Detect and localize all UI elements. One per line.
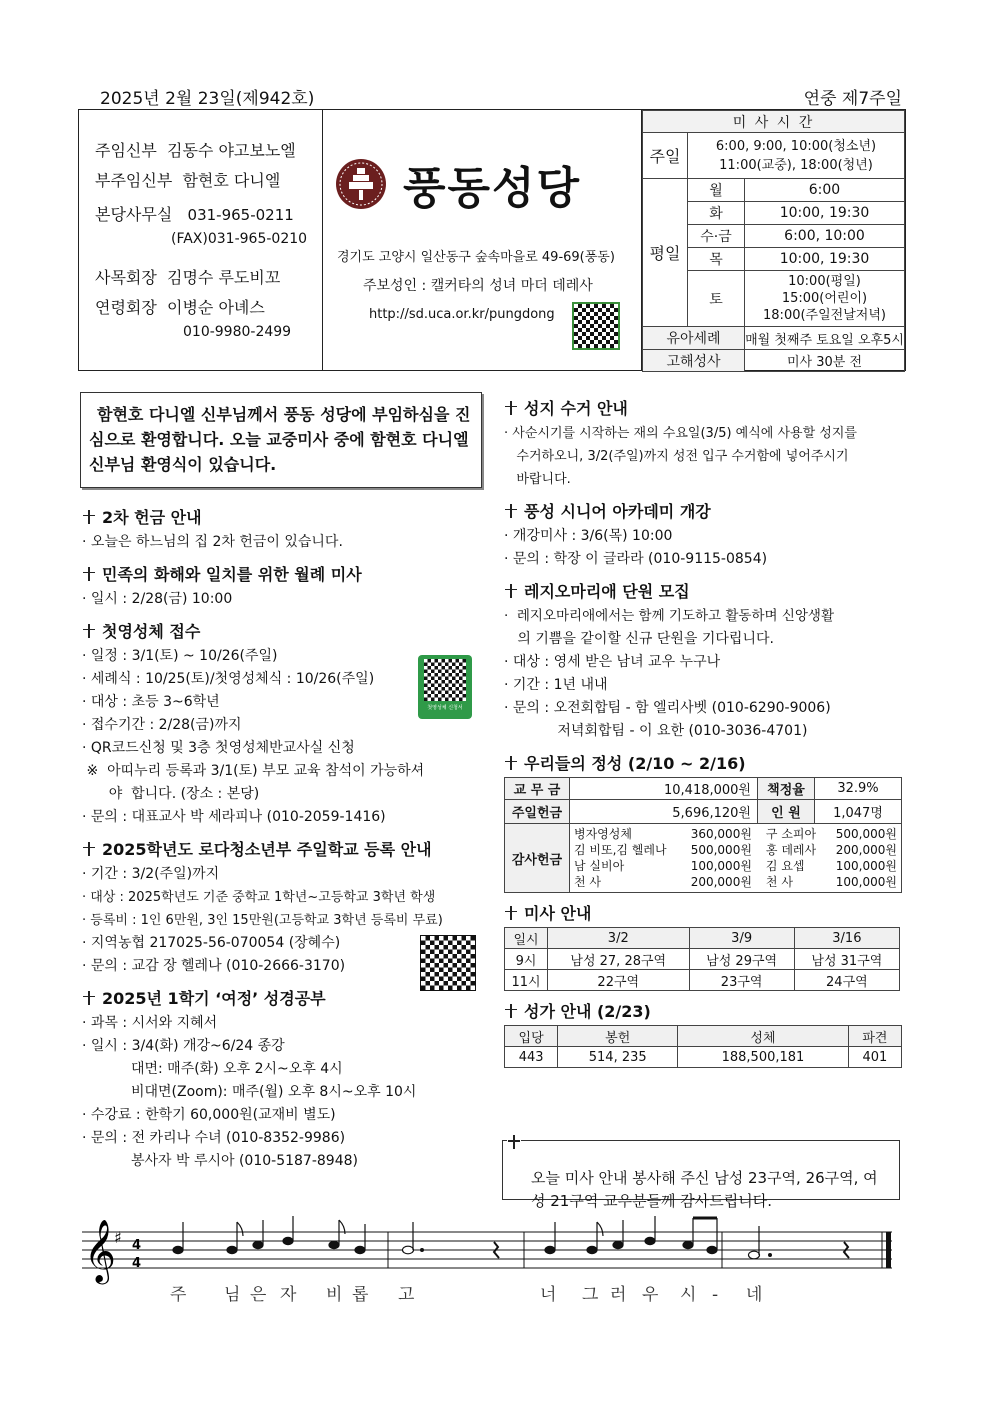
- cross-icon: [82, 842, 96, 856]
- cell: 3/9: [689, 928, 794, 949]
- section-line: · 대상 : 초등 3~6학년: [82, 694, 220, 710]
- confession-label: 고해성사: [643, 350, 745, 372]
- section-line: 저녁회합팀 - 이 요한 (010-3036-4701): [504, 723, 808, 739]
- section-line: · 등록비 : 1인 6만원, 3인 15만원(고등학교 3학년 등록비 무료): [82, 913, 443, 928]
- offering-table: [504, 777, 902, 893]
- header-box: [78, 109, 906, 371]
- left-column: [82, 505, 487, 1181]
- section-title: 성지 수거 안내: [524, 399, 628, 418]
- time-tue: 10:00, 19:30: [745, 202, 905, 225]
- cell: 천 사: [574, 875, 601, 889]
- lyric: 시: [680, 1285, 697, 1302]
- section-palm-collection: [504, 396, 904, 491]
- section-line: · 접수기간 : 2/28(금)까지: [82, 717, 242, 733]
- thanks-list: [574, 826, 897, 890]
- cell: 100,000원: [835, 875, 897, 889]
- cross-icon: [82, 567, 96, 581]
- cell: 홍 데레사: [765, 843, 817, 857]
- cell: 11시: [505, 970, 548, 991]
- cross-icon: [82, 510, 96, 524]
- section-reconciliation-mass: [82, 562, 487, 611]
- cell: 23구역: [689, 970, 794, 991]
- cell: 성체: [678, 1026, 849, 1047]
- section-line: 바랍니다.: [504, 472, 571, 487]
- cell: 교 무 금: [505, 778, 570, 800]
- cell: 360,000원: [690, 827, 752, 841]
- section-line: 의 기쁨을 같이할 신규 단원을 기다립니다.: [504, 631, 774, 647]
- cell: 100,000원: [690, 859, 752, 873]
- assoc-role: 부주임신부: [95, 171, 173, 190]
- lyric: 은: [250, 1285, 267, 1302]
- section-line: · 일시 : 3/4(화) 개강~6/24 종강: [82, 1038, 285, 1054]
- cell: 구 소피아: [765, 827, 817, 841]
- cell: 100,000원: [835, 859, 897, 873]
- cell: 500,000원: [835, 827, 897, 841]
- lyric: 님: [224, 1285, 241, 1302]
- cell: 1,047명: [815, 800, 902, 824]
- section-line: · 과목 : 시서와 지혜서: [82, 1015, 218, 1031]
- section-line: · 기간 : 3/2(주일)까지: [82, 866, 220, 882]
- section-line: · 대상 : 2025학년도 기준 중학교 1학년~고등학교 3학년 학생: [82, 890, 436, 905]
- cell: 188,500,181: [678, 1047, 849, 1068]
- cell: 22구역: [548, 970, 690, 991]
- cross-icon: [82, 991, 96, 1005]
- cell: 3/16: [794, 928, 899, 949]
- cell: 남 실비아: [574, 859, 625, 873]
- lyric: -: [712, 1285, 719, 1302]
- time-mon: 6:00: [745, 179, 905, 202]
- section-title: 미사 안내: [524, 904, 592, 923]
- day-thu: 목: [688, 248, 745, 271]
- section-line: 봉사자 박 루시아 (010-5187-8948): [82, 1153, 358, 1169]
- union-role: 연령회장: [95, 298, 157, 317]
- lyric: 고: [398, 1285, 415, 1302]
- cell: 200,000원: [690, 875, 752, 889]
- cell: 443: [505, 1047, 558, 1068]
- cell: 파견: [848, 1026, 901, 1047]
- section-line: · 문의 : 학장 이 글라라 (010-9115-0854): [504, 551, 768, 567]
- union-name: 이병순 아녜스: [167, 298, 265, 317]
- church-patron: 주보성인 : 캘커타의 성녀 마더 데레사: [363, 278, 593, 294]
- lyric: 자: [280, 1285, 297, 1302]
- assoc-name: 함현호 다니엘: [182, 171, 281, 190]
- mass-schedule-title: 미 사 시 간: [643, 111, 905, 133]
- cross-icon: [82, 624, 96, 638]
- lyric: 러: [610, 1285, 627, 1302]
- contacts-panel: [79, 110, 323, 370]
- day-wed-fri: 수·금: [688, 225, 745, 248]
- section-line: · 대상 : 영세 받은 남녀 교우 누구나: [504, 654, 721, 670]
- section-line: · 일정 : 3/1(토) ~ 10/26(주일): [82, 648, 278, 664]
- section-bible-study: [82, 986, 487, 1173]
- cell: 200,000원: [835, 843, 897, 857]
- cell: 10,418,000원: [570, 778, 758, 800]
- section-mass-guide: [504, 901, 904, 991]
- qr-code-icon: [424, 659, 466, 701]
- section-line: · 지역농협 217025-56-070054 (장혜수): [82, 935, 341, 951]
- pastor-name: 김동수 야고보노엘: [167, 141, 296, 160]
- section-hymn: [504, 999, 904, 1068]
- cell: 32.9%: [815, 778, 902, 800]
- music-staff: [82, 1212, 898, 1302]
- qr-caption: 첫영성체 신청서: [427, 705, 463, 711]
- cross-icon: [504, 584, 518, 598]
- treble-clef-icon: 𝄞: [84, 1219, 116, 1282]
- sat-time-2: 15:00(어린이): [781, 291, 868, 306]
- office-phone: 031-965-0211: [187, 206, 294, 224]
- office-fax: (FAX)031-965-0210: [171, 231, 308, 247]
- right-column: [504, 396, 904, 1076]
- sat-time-3: 18:00(주일전날저녁): [763, 308, 886, 323]
- cell: 입당: [505, 1026, 558, 1047]
- cell: 남성 27, 28구역: [548, 949, 690, 970]
- section-line: · 기간 : 1년 내내: [504, 677, 608, 693]
- pastoral-role: 사목회장: [95, 268, 157, 287]
- cell: 김 요셉: [765, 859, 805, 873]
- church-url[interactable]: http://sd.uca.or.kr/pungdong: [369, 307, 555, 322]
- day-sat: 토: [688, 271, 745, 327]
- confession-value: 미사 30분 전: [745, 350, 905, 372]
- cell: 500,000원: [690, 843, 752, 857]
- church-name: 풍동성당: [403, 163, 582, 214]
- section-line: 수거하오니, 3/2(주일)까지 성전 입구 수거함에 넣어주시기: [504, 449, 849, 464]
- time-wed-fri: 6:00, 10:00: [745, 225, 905, 248]
- section-line: · 오늘은 하느님의 집 2차 헌금이 있습니다.: [82, 534, 343, 550]
- section-legio-mariae: [504, 579, 904, 743]
- lyric: 롭: [352, 1285, 369, 1302]
- cell: 514, 235: [558, 1047, 678, 1068]
- office-role: 본당사무실: [95, 205, 173, 224]
- cell: 병자영성체: [574, 827, 632, 841]
- church-panel: [323, 110, 642, 370]
- pastoral-name: 김명수 루도비꼬: [167, 268, 281, 287]
- cell: 5,696,120원: [570, 800, 758, 824]
- section-line: 야 합니다. (장소 : 본당): [82, 786, 260, 802]
- hymn-table: [504, 1025, 902, 1068]
- lyric: 비: [326, 1285, 343, 1302]
- cell: 감사헌금: [505, 824, 570, 893]
- cell: 주일헌금: [505, 800, 570, 824]
- sunday-times-1: 6:00, 9:00, 10:00(청소년): [715, 138, 877, 154]
- section-line: · 문의 : 교감 장 헬레나 (010-2666-3170): [82, 958, 346, 974]
- section-title: 레지오마리애 단원 모집: [524, 582, 690, 601]
- section-title: 2025학년도 로다청소년부 주일학교 등록 안내: [102, 840, 432, 859]
- lyric: 그: [582, 1285, 599, 1302]
- lyric: 너: [540, 1285, 557, 1302]
- cross-icon: [504, 1004, 518, 1018]
- cross-icon: [504, 401, 518, 415]
- section-senior-academy: [504, 499, 904, 571]
- mass-schedule-table: [642, 110, 905, 372]
- cross-icon: [504, 906, 518, 920]
- cross-icon: [504, 756, 518, 770]
- cell: 인 원: [758, 800, 815, 824]
- cell: 김 비또,김 헬레나: [574, 843, 667, 857]
- section-title: 민족의 화해와 일치를 위한 월례 미사: [102, 565, 362, 584]
- thanks-note-box: [502, 1140, 900, 1210]
- welcome-box: [80, 392, 482, 488]
- svg-text:4: 4: [132, 1256, 142, 1271]
- section-title: 성가 안내 (2/23): [524, 1002, 651, 1021]
- section-offering: [504, 751, 904, 893]
- lyric: 우: [642, 1285, 659, 1302]
- weekday-label: 평일: [643, 179, 688, 327]
- cross-icon: [507, 1135, 521, 1149]
- sunday-times-2: 11:00(교중), 18:00(청년): [719, 157, 873, 173]
- section-second-offering: [82, 505, 487, 554]
- thanks-note-text: 오늘 미사 안내 봉사해 주신 남성 23구역, 26구역, 여성 21구역 교우분들께 감사드립니다.: [531, 1169, 878, 1210]
- sunday-label: 주일: [643, 133, 688, 179]
- cell: 9시: [505, 949, 548, 970]
- day-tue: 화: [688, 202, 745, 225]
- cell: 3/2: [548, 928, 690, 949]
- sat-time-1: 10:00(평일): [788, 274, 861, 289]
- mass-guide-table: [504, 927, 900, 991]
- section-line: · 사순시기를 시작하는 재의 수요일(3/5) 예식에 사용할 성지를: [504, 426, 857, 441]
- section-line: ※ 아띠누리 등록과 3/1(토) 부모 교육 참석이 가능하셔: [82, 763, 425, 779]
- youth-qr-icon[interactable]: [420, 935, 476, 991]
- section-line: 대면: 매주(화) 오후 2시~오후 4시: [82, 1061, 343, 1077]
- section-line: · 세례식 : 10/25(토)/첫영성체식 : 10/26(주일): [82, 671, 375, 687]
- cell: 천 사: [765, 875, 793, 889]
- cell: 남성 29구역: [689, 949, 794, 970]
- liturgical-week: 연중 제7주일: [803, 89, 902, 109]
- union-phone: 010-9980-2499: [183, 324, 292, 340]
- cell: 책정율: [758, 778, 815, 800]
- pastor-role: 주임신부: [95, 141, 157, 160]
- section-line: · 개강미사 : 3/6(목) 10:00: [504, 528, 673, 544]
- section-line: · QR코드신청 및 3층 첫영성체반교사실 신청: [82, 740, 355, 756]
- cell: 24구역: [794, 970, 899, 991]
- section-line: · 문의 : 전 카리나 수녀 (010-8352-9986): [82, 1130, 346, 1146]
- section-line: · 문의 : 대표교사 박 세라피나 (010-2059-1416): [82, 809, 386, 825]
- section-line: · 일시 : 2/28(금) 10:00: [82, 591, 233, 607]
- section-title: 풍성 시니어 아카데미 개강: [524, 502, 711, 521]
- section-line: · 레지오마리애에서는 함께 기도하고 활동하며 신앙생활: [504, 608, 834, 624]
- cross-icon: [504, 504, 518, 518]
- church-logo-icon: [335, 158, 387, 210]
- lyric: 네: [746, 1285, 763, 1302]
- website-qr-icon: [572, 302, 620, 350]
- svg-text:4: 4: [132, 1238, 142, 1253]
- section-line: 비대면(Zoom): 매주(월) 오후 8시~오후 10시: [82, 1084, 417, 1100]
- section-line: · 문의 : 오전회합팀 - 함 엘리사벳 (010-6290-9006): [504, 700, 831, 716]
- time-thu: 10:00, 19:30: [745, 248, 905, 271]
- cell: 401: [848, 1047, 901, 1068]
- issue-date: 2025년 2월 23일(제942호): [100, 89, 315, 109]
- cell: 일시: [505, 928, 548, 949]
- welcome-text: 함현호 다니엘 신부님께서 풍동 성당에 부임하심을 진심으로 환영합니다. 오늘 교중미사 중에 함현호 다니엘 신부님 환영식이 있습니다.: [89, 405, 471, 474]
- music-notes: [173, 1216, 849, 1259]
- communion-qr[interactable]: [418, 655, 472, 719]
- section-title: 2025년 1학기 ‘여정’ 성경공부: [102, 989, 326, 1008]
- day-mon: 월: [688, 179, 745, 202]
- cell: 봉헌: [558, 1026, 678, 1047]
- cell: 남성 31구역: [794, 949, 899, 970]
- section-line: · 수강료 : 한학기 60,000원(교재비 별도): [82, 1107, 336, 1123]
- section-first-communion: [82, 619, 487, 829]
- church-address: 경기도 고양시 일산동구 숲속마을로 49-69(풍동): [337, 250, 615, 265]
- section-title: 2차 헌금 안내: [102, 508, 202, 527]
- sharp-icon: ♯: [114, 1228, 122, 1247]
- lyric: 주: [170, 1285, 187, 1302]
- infant-label: 유아세례: [643, 327, 745, 350]
- infant-value: 매월 첫째주 토요일 오후5시: [745, 327, 905, 350]
- section-youth-school: [82, 837, 487, 978]
- section-title: 첫영성체 접수: [102, 622, 201, 641]
- section-title: 우리들의 정성 (2/10 ~ 2/16): [524, 754, 746, 773]
